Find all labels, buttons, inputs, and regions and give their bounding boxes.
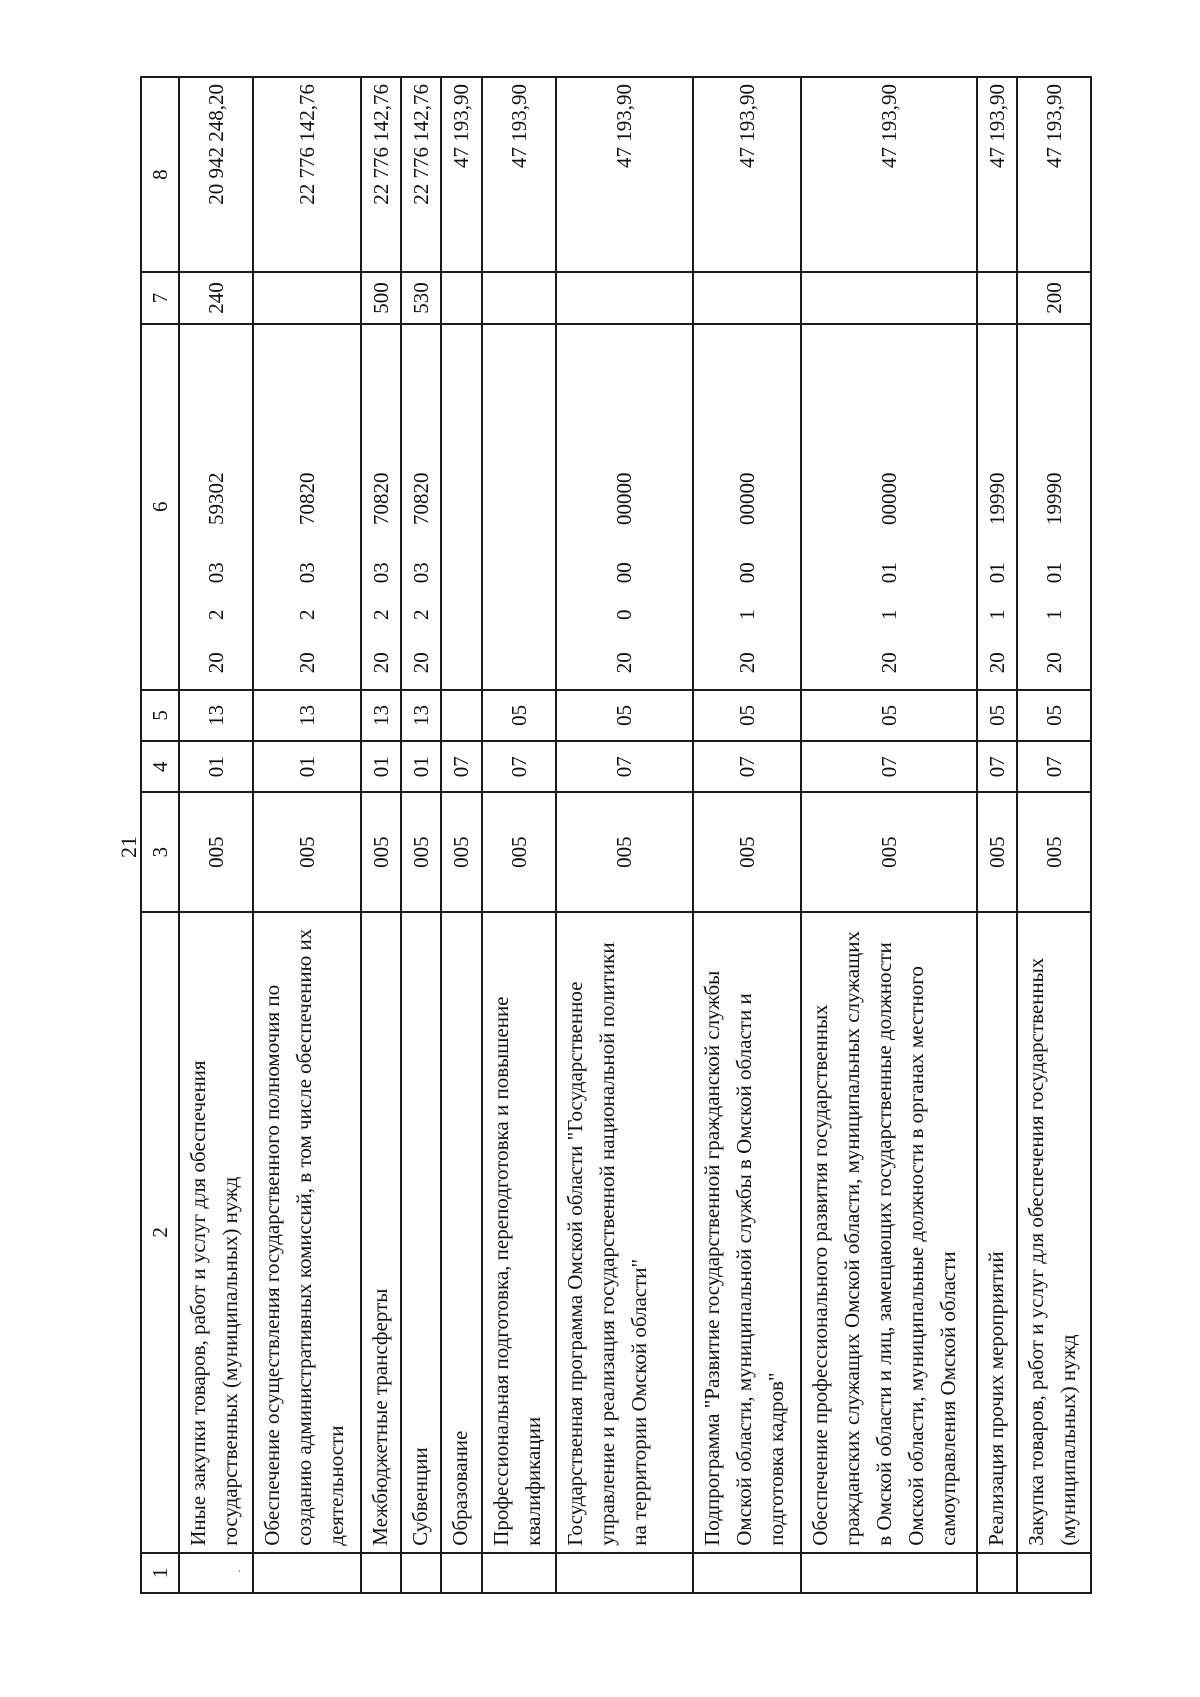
subprogram-code: 1 [735, 609, 760, 621]
subsection-code-cell: 05 [1017, 690, 1091, 741]
target-article-cell [801, 324, 977, 690]
program-code: 20 [1041, 652, 1066, 674]
admin-code-cell: 005 [179, 792, 253, 912]
program-code: 20 [409, 652, 434, 674]
table-row [253, 77, 361, 1593]
event-code: 01 [984, 562, 1009, 584]
table-row [482, 77, 556, 1593]
row-number-cell [693, 1553, 801, 1593]
table-row [801, 77, 977, 1593]
row-number-cell [179, 1553, 253, 1593]
subsection-code-cell: 13 [253, 690, 361, 741]
header-col-7: 7 [141, 272, 179, 323]
admin-code-cell: 005 [556, 792, 694, 912]
expense-type-cell [977, 272, 1017, 323]
target-article-cell [401, 324, 441, 690]
row-name-cell: Субвенции [401, 912, 441, 1553]
program-code: 20 [876, 652, 901, 674]
table-row [441, 77, 481, 1593]
table-row [179, 77, 253, 1593]
row-number-cell [556, 1553, 694, 1593]
program-code: 20 [295, 652, 319, 674]
subsection-code-cell: 13 [179, 690, 253, 741]
row-name-cell: Обеспечение профессионального развития государственных гражданских служащих Омской области, муниципальных служащих в Омской области и лиц, замещающих государственные должности Омской области, муниципальные должности в органах местного самоуправления Омской области [801, 912, 977, 1553]
table-row [977, 77, 1017, 1593]
header-row [141, 77, 179, 1593]
subsection-code-cell [441, 690, 481, 741]
row-name-cell: Подпрограмма "Развитие государственной гражданской службы Омской области, муниципальной службы в Омской области и подготовка кадров" [693, 912, 801, 1553]
direction-code: 19990 [984, 472, 1009, 526]
event-code: 01 [1041, 562, 1066, 584]
admin-code-cell: 005 [482, 792, 556, 912]
admin-code-cell: 005 [693, 792, 801, 912]
row-number-cell [253, 1553, 361, 1593]
event-code: 03 [204, 562, 229, 584]
target-article-cell [179, 324, 253, 690]
section-code-cell: 07 [482, 741, 556, 792]
table-body [179, 77, 1091, 1593]
target-article-cell [361, 324, 401, 690]
section-code-cell: 07 [693, 741, 801, 792]
row-number-cell [361, 1553, 401, 1593]
row-name-cell: Государственная программа Омской области "Государственное управление и реализация государственной национальной политики на территории Омской области" [556, 912, 694, 1553]
expense-type-cell: 530 [401, 272, 441, 323]
section-code-cell: 07 [977, 741, 1017, 792]
header-col-2: 2 [141, 912, 179, 1553]
direction-code: 70820 [369, 472, 394, 526]
direction-code: 70820 [409, 472, 434, 526]
amount-cell: 47 193,90 [556, 77, 694, 272]
admin-code-cell: 005 [1017, 792, 1091, 912]
event-code: 03 [409, 562, 434, 584]
subsection-code-cell: 05 [977, 690, 1017, 741]
direction-code: 59302 [204, 472, 229, 526]
subsection-code-cell: 05 [693, 690, 801, 741]
subprogram-code: 1 [1041, 609, 1066, 621]
subprogram-code: 2 [409, 609, 434, 621]
direction-code: 00000 [612, 472, 637, 526]
budget-table-container [140, 76, 1092, 1594]
section-code-cell: 07 [1017, 741, 1091, 792]
subsection-code-cell: 13 [361, 690, 401, 741]
expense-type-cell [801, 272, 977, 323]
row-number-cell [1017, 1553, 1091, 1593]
subprogram-code: 1 [984, 609, 1009, 621]
event-code: 01 [876, 562, 901, 584]
target-article-cell [977, 324, 1017, 690]
admin-code-cell: 005 [401, 792, 441, 912]
amount-cell: 20 942 248,20 [179, 77, 253, 272]
header-col-3: 3 [141, 792, 179, 912]
row-name-cell: Реализация прочих мероприятий [977, 912, 1017, 1553]
budget-table [140, 76, 1092, 1594]
section-code-cell: 01 [401, 741, 441, 792]
row-name-cell: Обеспечение осуществления государственного полномочия по созданию административных комиссий, в том числе обеспечению их деятельности [253, 912, 361, 1553]
table-row [556, 77, 694, 1593]
admin-code-cell: 005 [977, 792, 1017, 912]
row-name-cell: Иные закупки товаров, работ и услуг для обеспечения государственных (муниципальных) нужд [179, 912, 253, 1553]
row-name-cell: Межбюджетные трансферты [361, 912, 401, 1553]
expense-type-cell [441, 272, 481, 323]
header-col-4: 4 [141, 741, 179, 792]
row-number-cell [801, 1553, 977, 1593]
program-code: 20 [612, 652, 637, 674]
event-code: 00 [735, 562, 760, 584]
event-code: 03 [295, 562, 319, 584]
admin-code-cell: 005 [801, 792, 977, 912]
amount-cell: 47 193,90 [482, 77, 556, 272]
admin-code-cell: 005 [441, 792, 481, 912]
row-name-cell: Образование [441, 912, 481, 1553]
program-code: 20 [984, 652, 1009, 674]
subprogram-code: 2 [204, 609, 229, 621]
table-row [693, 77, 801, 1593]
target-article-cell [482, 324, 556, 690]
section-code-cell: 07 [556, 741, 694, 792]
target-article-cell [1017, 324, 1091, 690]
header-col-1: 1 [141, 1553, 179, 1593]
target-article-cell [693, 324, 801, 690]
subsection-code-cell: 05 [482, 690, 556, 741]
program-code: 20 [204, 652, 229, 674]
amount-cell: 22 776 142,76 [401, 77, 441, 272]
target-article-cell [556, 324, 694, 690]
subprogram-code: 1 [876, 609, 901, 621]
expense-type-cell [693, 272, 801, 323]
section-code-cell: 07 [801, 741, 977, 792]
section-code-cell: 01 [361, 741, 401, 792]
table-row [361, 77, 401, 1593]
header-col-8: 8 [141, 77, 179, 272]
table-row [401, 77, 441, 1593]
expense-type-cell: 200 [1017, 272, 1091, 323]
table-row [1017, 77, 1091, 1593]
section-code-cell: 01 [253, 741, 361, 792]
amount-cell: 47 193,90 [693, 77, 801, 272]
event-code: 03 [369, 562, 394, 584]
target-article-cell [441, 324, 481, 690]
row-number-cell [401, 1553, 441, 1593]
row-name-cell: Профессиональная подготовка, переподготовка и повышение квалификации [482, 912, 556, 1553]
subsection-code-cell: 13 [401, 690, 441, 741]
direction-code: 00000 [735, 472, 760, 526]
amount-cell: 47 193,90 [977, 77, 1017, 272]
subsection-code-cell: 05 [556, 690, 694, 741]
expense-type-cell: 240 [179, 272, 253, 323]
page-number: 21 [116, 836, 141, 858]
amount-cell: 47 193,90 [801, 77, 977, 272]
program-code: 20 [735, 652, 760, 674]
direction-code: 70820 [295, 472, 319, 526]
admin-code-cell: 005 [361, 792, 401, 912]
direction-code: 00000 [876, 472, 901, 526]
amount-cell: 22 776 142,76 [253, 77, 361, 272]
row-name-cell: Закупка товаров, работ и услуг для обеспечения государственных (муниципальных) нужд [1017, 912, 1091, 1553]
row-number-cell [441, 1553, 481, 1593]
expense-type-cell [556, 272, 694, 323]
amount-cell: 47 193,90 [441, 77, 481, 272]
admin-code-cell: 005 [253, 792, 361, 912]
row-number-cell [482, 1553, 556, 1593]
section-code-cell: 01 [179, 741, 253, 792]
amount-cell: 22 776 142,76 [361, 77, 401, 272]
subsection-code-cell: 05 [801, 690, 977, 741]
section-code-cell: 07 [441, 741, 481, 792]
target-article-cell [253, 324, 361, 690]
header-col-5: 5 [141, 690, 179, 741]
expense-type-cell [482, 272, 556, 323]
program-code: 20 [369, 652, 394, 674]
expense-type-cell [253, 272, 361, 323]
direction-code: 19990 [1041, 472, 1066, 526]
event-code: 00 [612, 562, 637, 584]
amount-cell: 47 193,90 [1017, 77, 1091, 272]
header-col-6: 6 [141, 324, 179, 690]
row-number-cell [977, 1553, 1017, 1593]
subprogram-code: 2 [369, 609, 394, 621]
expense-type-cell: 500 [361, 272, 401, 323]
scan-speck: · [232, 1569, 246, 1573]
subprogram-code: 0 [612, 609, 637, 621]
subprogram-code: 2 [295, 609, 319, 621]
